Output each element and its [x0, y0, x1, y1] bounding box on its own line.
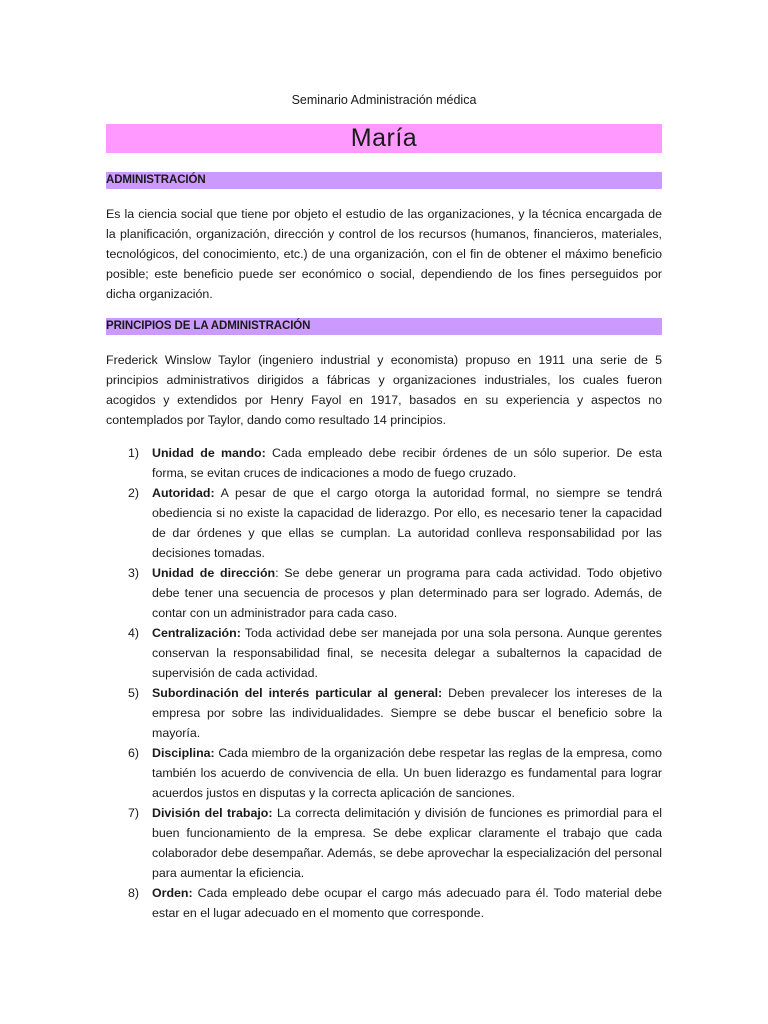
list-number: 2): [128, 486, 140, 500]
list-item: [106, 743, 662, 803]
list-item-text: A pesar de que el cargo otorga la autoridad formal, no siempre se tendrá obediencia si no existe la capacidad de liderazgo. Por ello, es necesario tener la capacidad de dar órdenes y que ellas se cumplan. La autoridad conlleva responsabilidad por las decisiones tomadas.: [152, 486, 662, 560]
name-banner: María: [106, 124, 662, 153]
list-item-title: División del trabajo:: [152, 806, 273, 820]
list-number: 6): [128, 746, 140, 760]
list-item-text: Deben prevalecer los intereses de la empresa por sobre las individualidades. Siempre se debe buscar el beneficio sobre la mayoría.: [152, 686, 663, 740]
section-heading-administracion: ADMINISTRACIÓN: [106, 172, 662, 189]
list-item: [106, 623, 662, 683]
list-item-text: Toda actividad debe ser manejada por una sola persona. Aunque gerentes conservan la responsabilidad final, se necesita delegar a subalternos la capacidad de supervisión de cada actividad.: [152, 626, 662, 680]
list-number: 3): [128, 566, 140, 580]
list-item-title: Centralización:: [152, 626, 241, 640]
list-item: [106, 683, 662, 743]
list-item-text: Cada empleado debe ocupar el cargo más adecuado para él. Todo material debe estar en el lugar adecuado en el momento que corresponde.: [152, 886, 662, 920]
list-item: [106, 883, 662, 923]
list-item: [106, 483, 662, 563]
list-number: 5): [128, 686, 140, 700]
document-header: Seminario Administración médica: [291, 93, 477, 107]
list-item-title: Orden:: [152, 886, 193, 900]
list-item-title: Disciplina:: [152, 746, 215, 760]
list-item: [106, 803, 662, 883]
list-item-title: Unidad de dirección: [152, 566, 276, 580]
list-item-text: Cada empleado debe recibir órdenes de un sólo superior. De esta forma, se evitan cruces de indicaciones a modo de fuego cruzado.: [152, 446, 662, 480]
list-number: 8): [128, 886, 140, 900]
section-paragraph-principios: Frederick Winslow Taylor (ingeniero industrial y economista) propuso en 1911 una serie de 5 principios administrativos dirigidos a fábricas y organizaciones industriales, los cuales fueron acogidos y extendidos por Henry Fayol en 1917, basados en su experiencia y aspectos no contemplados por Taylor, dando como resultado 14 principios.: [106, 353, 662, 427]
section-paragraph-administracion: Es la ciencia social que tiene por objeto el estudio de las organizaciones, y la técnica encargada de la planificación, organización, dirección y control de los recursos (humanos, financieros, materiales, tecnológicos, del conocimiento, etc.) de una organización, con el fin de obtener el máximo beneficio posible; este beneficio puede ser económico o social, dependiendo de los fines perseguidos por dicha organización.: [106, 207, 662, 301]
list-item-title: Subordinación del interés particular al general:: [152, 686, 443, 700]
list-item-text: La correcta delimitación y división de funciones es primordial para el buen funcionamiento de la empresa. Se debe explicar claramente el trabajo que cada colaborador debe desempañar. Además, se debe aprovechar la especialización del personal para aumentar la eficiencia.: [152, 806, 662, 880]
list-number: 1): [128, 446, 140, 460]
list-item-title: Autoridad:: [152, 486, 215, 500]
list-item: [106, 443, 662, 483]
list-number: 7): [128, 806, 140, 820]
list-item-text: : Se debe generar un programa para cada actividad. Todo objetivo debe tener una secuencia de procesos y plan determinado para ser logrado. Además, de contar con un administrador para cada caso.: [152, 566, 662, 620]
list-item-text: Cada miembro de la organización debe respetar las reglas de la empresa, como también los acuerdo de convivencia de ella. Un buen liderazgo es fundamental para lograr acuerdos justos en disputas y la correcta aplicación de sanciones.: [152, 746, 662, 800]
list-item-title: Unidad de mando:: [152, 446, 266, 460]
list-number: 4): [128, 626, 140, 640]
principles-list: [106, 443, 662, 923]
list-item: [106, 563, 662, 623]
section-heading-principios: PRINCIPIOS DE LA ADMINISTRACIÓN: [106, 318, 662, 335]
